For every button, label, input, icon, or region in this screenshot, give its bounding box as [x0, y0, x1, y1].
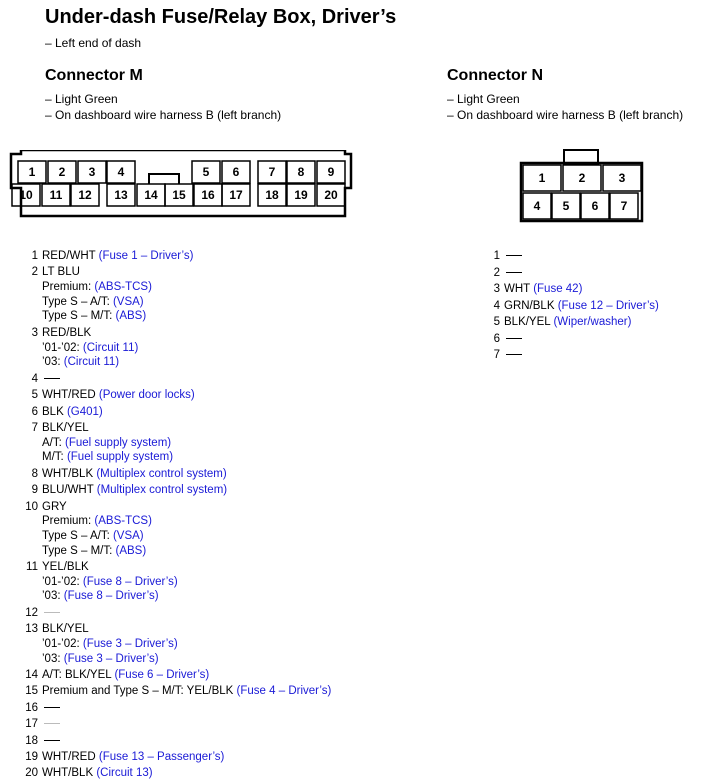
- pin-variant-line: [42, 545, 146, 557]
- page-title: Under-dash Fuse/Relay Box, Driver’s: [45, 6, 397, 28]
- variant-label: ’01-’02:: [42, 341, 80, 354]
- pin-description: [504, 300, 659, 312]
- circuit-link[interactable]: (ABS): [115, 544, 147, 557]
- variant-label: M/T:: [42, 451, 64, 464]
- circuit-link[interactable]: (Fuse 13 – Passenger’s): [98, 751, 225, 763]
- wire-color: WHT: [504, 283, 530, 295]
- wire-color: BLK/YEL: [42, 421, 89, 434]
- unused-pin-dash: [506, 272, 522, 273]
- circuit-link[interactable]: (Fuse 6 – Driver’s): [114, 669, 210, 681]
- page-subtitle: – Left end of dash: [45, 36, 142, 50]
- pin-number: 5: [493, 316, 500, 328]
- connector-n-title: Connector N: [447, 67, 543, 84]
- connector-m-pin-5-label: 5: [202, 165, 210, 179]
- connector-n-color: – Light Green: [447, 92, 520, 106]
- unused-pin-dash: [44, 378, 60, 379]
- connector-m-pin-6-label: 6: [232, 165, 240, 179]
- connector-m-title: Connector M: [45, 67, 143, 84]
- pin-variant-line: [42, 296, 144, 308]
- connector-m-pin-2-label: 2: [58, 165, 66, 179]
- connector-n-pin-2-label: 2: [578, 171, 586, 185]
- wire-color: BLU/WHT: [42, 484, 94, 497]
- pin-number: 11: [26, 561, 38, 573]
- pin-description: [42, 561, 89, 573]
- connector-m-pin-15-label: 15: [172, 188, 186, 202]
- pin-description: [42, 685, 331, 697]
- variant-label: A/T:: [42, 436, 62, 449]
- pin-number: 4: [493, 299, 500, 312]
- connector-m-location: – On dashboard wire harness B (left branch): [45, 108, 282, 122]
- connector-m-pin-16-label: 16: [201, 188, 215, 202]
- variant-label: Type S – M/T:: [42, 544, 113, 557]
- wire-color: GRN/BLK: [504, 299, 555, 312]
- wire-color: LT BLU: [42, 266, 80, 279]
- pin-description: [42, 718, 60, 730]
- variant-label: ’03:: [42, 356, 61, 369]
- circuit-link[interactable]: (Wiper/washer): [553, 316, 632, 328]
- pin-number: 4: [31, 372, 38, 385]
- pin-description: [504, 333, 522, 345]
- unused-pin-dash: [506, 255, 522, 256]
- wire-color: BLK: [42, 405, 64, 418]
- unused-pin-dash: [44, 612, 60, 613]
- wire-color: WHT/RED: [42, 751, 96, 763]
- pin-description: [42, 406, 103, 418]
- pin-number: 9: [31, 484, 38, 497]
- pin-number: 13: [25, 623, 38, 636]
- circuit-link[interactable]: (Fuel supply system): [66, 451, 174, 464]
- circuit-link[interactable]: (Fuse 8 – Driver’s): [63, 590, 159, 603]
- variant-label: ’01-’02:: [42, 575, 80, 588]
- pin-number: 1: [493, 250, 500, 262]
- pin-variant-line: [42, 515, 152, 527]
- variant-label: Type S – A/T:: [42, 295, 110, 308]
- variant-label: Premium:: [42, 515, 92, 528]
- connector-n-pin-6-label: 6: [591, 199, 599, 213]
- circuit-link[interactable]: (Fuse 8 – Driver’s): [82, 575, 178, 588]
- connector-m-pin-3-label: 3: [88, 165, 96, 179]
- pin-number: 20: [25, 767, 38, 780]
- circuit-link[interactable]: (Fuel supply system): [65, 436, 172, 449]
- pin-number: 7: [31, 421, 38, 434]
- circuit-link[interactable]: (Fuse 42): [533, 283, 583, 295]
- circuit-link[interactable]: (Circuit 11): [63, 356, 120, 369]
- connector-m-pin-19-label: 19: [294, 188, 308, 202]
- connector-n-pin-4-label: 4: [533, 199, 541, 213]
- pin-description: [42, 266, 80, 278]
- pin-description: [42, 389, 195, 401]
- connector-n-diagram: [518, 145, 648, 225]
- wire-color: RED/WHT: [42, 250, 96, 262]
- connector-m-pin-12-label: 12: [78, 188, 92, 202]
- connector-n-location: – On dashboard wire harness B (left branch): [447, 108, 684, 122]
- pin-description: [42, 669, 209, 681]
- circuit-link[interactable]: (ABS-TCS): [94, 515, 152, 528]
- wire-color: A/T: BLK/YEL: [42, 669, 112, 681]
- pin-number: 17: [25, 718, 38, 731]
- pin-description: [504, 283, 582, 295]
- wire-color: YEL/BLK: [42, 561, 89, 573]
- pin-description: [504, 267, 522, 279]
- pin-number: 2: [493, 266, 500, 279]
- connector-m-pin-11-label: 11: [49, 188, 63, 202]
- circuit-link[interactable]: (Circuit 11): [82, 341, 139, 354]
- pin-variant-line: [42, 638, 178, 650]
- wire-color: BLK/YEL: [42, 623, 89, 636]
- circuit-link[interactable]: (Fuse 1 – Driver’s): [98, 250, 194, 262]
- pin-number: 5: [31, 389, 38, 402]
- wire-color: WHT/BLK: [42, 767, 94, 780]
- variant-label: Type S – M/T:: [42, 310, 113, 323]
- circuit-link[interactable]: (Circuit 13): [96, 767, 153, 780]
- pin-variant-line: [42, 590, 159, 602]
- pin-number: 16: [25, 701, 38, 714]
- pin-description: [504, 316, 631, 328]
- pin-description: [42, 373, 60, 385]
- pin-description: [42, 484, 227, 496]
- pin-description: [504, 250, 522, 262]
- connector-m-pin-8-label: 8: [297, 165, 305, 179]
- wire-color: Premium and Type S – M/T: YEL/BLK: [42, 685, 234, 698]
- unused-pin-dash: [506, 338, 522, 339]
- wire-color: GRY: [42, 500, 67, 513]
- connector-n-pin-5-label: 5: [562, 199, 570, 213]
- pin-number: 12: [25, 606, 38, 619]
- pin-variant-line: [42, 653, 159, 665]
- circuit-link[interactable]: (Fuse 4 – Driver’s): [236, 685, 332, 698]
- pin-variant-line: [42, 281, 152, 293]
- connector-m-pin-4-label: 4: [117, 165, 125, 179]
- pin-description: [42, 468, 227, 480]
- connector-m-diagram: [8, 150, 353, 220]
- pin-number: 3: [31, 326, 38, 339]
- wire-color: WHT/RED: [42, 389, 96, 402]
- pin-description: [42, 607, 60, 619]
- pin-description: [504, 349, 522, 361]
- connector-n-pin-1-label: 1: [538, 171, 546, 185]
- pin-number: 3: [493, 283, 500, 295]
- pin-description: [42, 422, 89, 434]
- pin-number: 14: [25, 669, 38, 681]
- pin-variant-line: [42, 576, 178, 588]
- pin-description: [42, 327, 91, 339]
- circuit-link[interactable]: (Fuse 12 – Driver’s): [557, 299, 659, 312]
- pin-number: 15: [25, 685, 38, 698]
- pin-number: 6: [31, 405, 38, 418]
- pin-description: [42, 735, 60, 747]
- circuit-link[interactable]: (VSA): [112, 529, 144, 542]
- circuit-link[interactable]: (Power door locks): [98, 389, 195, 402]
- pin-variant-line: [42, 530, 144, 542]
- pin-description: [42, 702, 60, 714]
- connector-m-lock-tab: [149, 174, 179, 184]
- wire-color: RED/BLK: [42, 326, 92, 339]
- connector-m-pin-13-label: 13: [114, 188, 128, 202]
- connector-m-pin-20-label: 20: [324, 188, 338, 202]
- pin-variant-line: [42, 356, 119, 368]
- unused-pin-dash: [44, 707, 60, 708]
- connector-m-pin-9-label: 9: [327, 165, 335, 179]
- pin-description: [42, 751, 224, 763]
- connector-m-pin-1-label: 1: [28, 165, 36, 179]
- pin-description: [42, 501, 67, 513]
- pin-description: [42, 250, 193, 262]
- connector-n-pin-7-label: 7: [620, 199, 628, 213]
- unused-pin-dash: [44, 723, 60, 724]
- pin-number: 2: [31, 266, 38, 279]
- connector-m-pin-7-label: 7: [268, 165, 276, 179]
- circuit-link[interactable]: (Multiplex control system): [96, 467, 227, 480]
- pin-number: 18: [25, 734, 38, 747]
- connector-m-color: – Light Green: [45, 92, 118, 106]
- circuit-link[interactable]: (VSA): [112, 295, 144, 308]
- circuit-link[interactable]: (Multiplex control system): [96, 484, 228, 497]
- pin-number: 6: [493, 332, 500, 345]
- pin-number: 7: [493, 349, 500, 361]
- variant-label: ’01-’02:: [42, 637, 80, 650]
- circuit-link[interactable]: (ABS-TCS): [94, 281, 152, 294]
- pin-variant-line: [42, 310, 146, 322]
- pin-number: 8: [31, 467, 38, 480]
- pin-number: 1: [31, 250, 38, 262]
- connector-m-pin-14-label: 14: [144, 188, 158, 202]
- variant-label: Type S – A/T:: [42, 529, 110, 542]
- variant-label: ’03:: [42, 590, 61, 603]
- pin-variant-line: [42, 451, 173, 463]
- wire-color: WHT/BLK: [42, 467, 94, 480]
- pin-description: [42, 623, 89, 635]
- circuit-link[interactable]: (Fuse 3 – Driver’s): [63, 652, 159, 665]
- unused-pin-dash: [506, 354, 522, 355]
- connector-n-pin-3-label: 3: [618, 171, 626, 185]
- connector-m-pin-17-label: 17: [229, 188, 243, 202]
- pin-variant-line: [42, 437, 171, 449]
- variant-label: ’03:: [42, 652, 61, 665]
- pin-description: [42, 767, 153, 779]
- wire-color: BLK/YEL: [504, 316, 551, 328]
- unused-pin-dash: [44, 740, 60, 741]
- circuit-link[interactable]: (G401): [66, 405, 103, 418]
- circuit-link[interactable]: (ABS): [115, 310, 147, 323]
- pin-number: 19: [25, 751, 38, 763]
- connector-m-pin-18-label: 18: [265, 188, 279, 202]
- pin-variant-line: [42, 342, 138, 354]
- circuit-link[interactable]: (Fuse 3 – Driver’s): [82, 637, 178, 650]
- connector-m-pin-10-label: 10: [19, 188, 33, 202]
- pin-number: 10: [25, 500, 38, 513]
- variant-label: Premium:: [42, 281, 92, 294]
